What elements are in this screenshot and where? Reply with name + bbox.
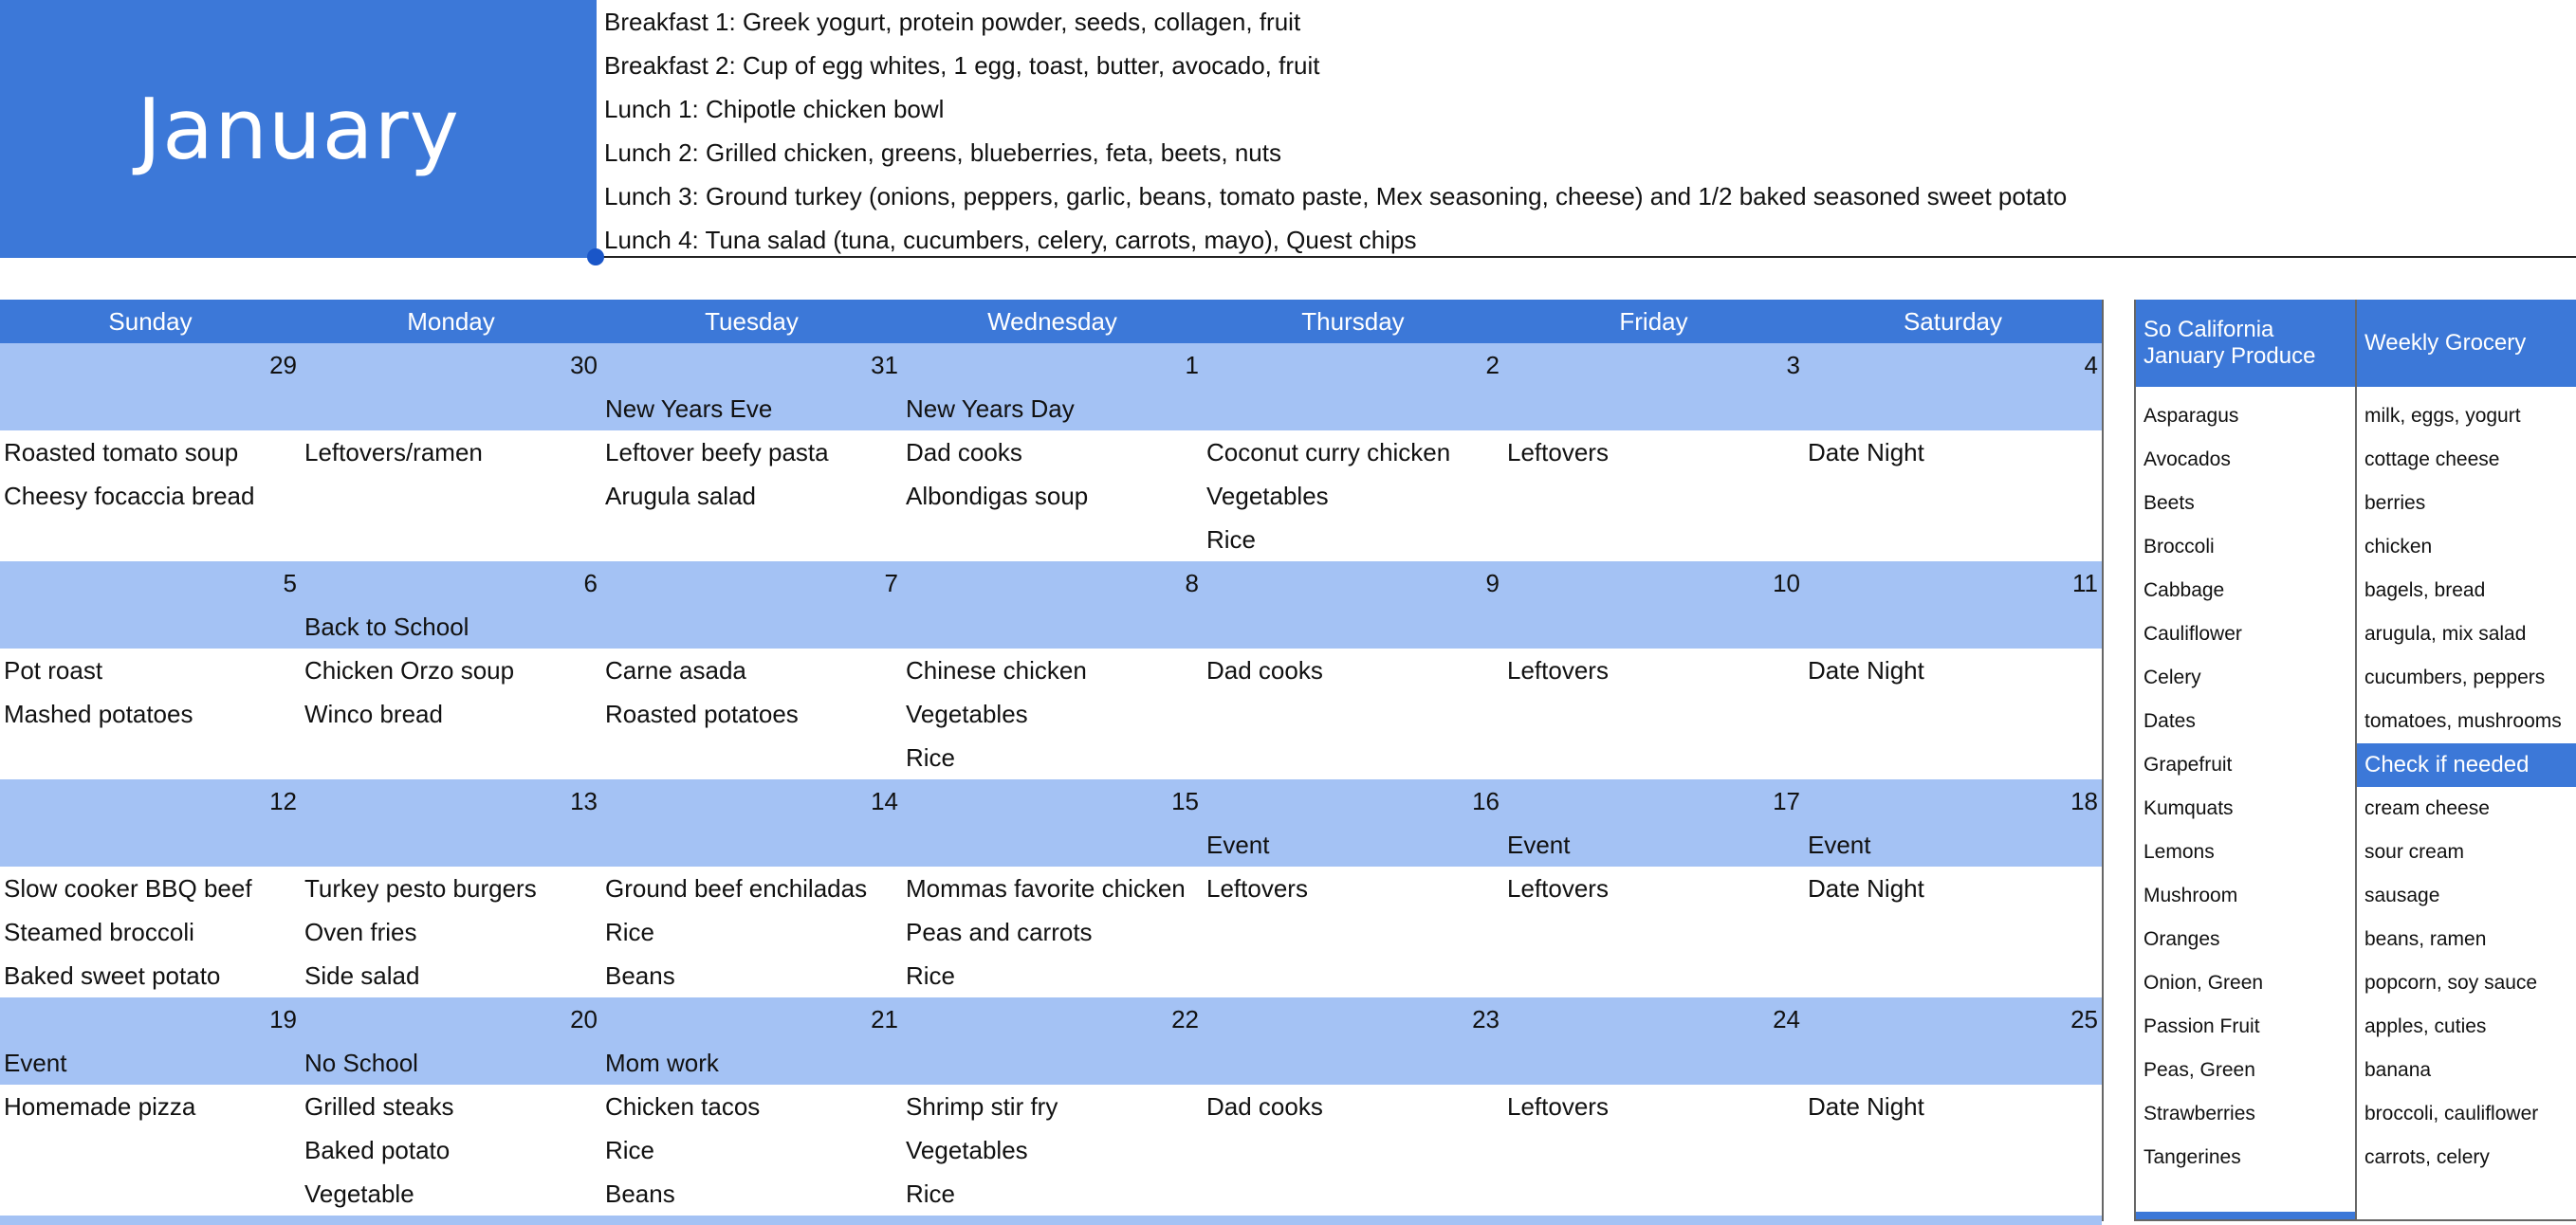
- meal-cell[interactable]: [301, 736, 601, 779]
- weekday-header[interactable]: Saturday: [1903, 307, 2003, 336]
- produce-footer-bar: [2136, 1212, 2355, 1219]
- check-item[interactable]: popcorn, soy sauce: [2364, 972, 2538, 994]
- weekday-header[interactable]: Sunday: [108, 307, 193, 336]
- event-row: [0, 605, 2102, 649]
- date-number-row: [0, 343, 2102, 387]
- meal-row: [0, 474, 2102, 518]
- date-number[interactable]: 29: [269, 351, 297, 379]
- check-item[interactable]: apples, cuties: [2364, 1015, 2487, 1037]
- meal-cell[interactable]: Leftovers: [1507, 874, 1609, 903]
- next-week-row: [0, 1216, 2102, 1225]
- check-if-needed-title[interactable]: Check if needed: [2357, 743, 2576, 787]
- date-number[interactable]: 13: [570, 787, 598, 815]
- meal-cell[interactable]: [1203, 1172, 1503, 1216]
- check-item[interactable]: sausage: [2364, 885, 2440, 906]
- meal-row: [0, 954, 2102, 997]
- produce-item[interactable]: Broccoli: [2144, 536, 2215, 558]
- event-cell[interactable]: [1804, 387, 2102, 430]
- meal-cell[interactable]: Shrimp stir fry: [906, 1092, 1058, 1121]
- check-item[interactable]: broccoli, cauliflower: [2364, 1103, 2539, 1124]
- meal-cell[interactable]: Chicken Orzo soup: [304, 656, 515, 685]
- meal-cell[interactable]: Leftovers: [1206, 874, 1308, 903]
- produce-item[interactable]: Oranges: [2144, 928, 2220, 950]
- weekday-header-row: [0, 300, 2102, 343]
- date-number[interactable]: 21: [871, 1005, 898, 1033]
- meal-notes: [597, 0, 2576, 262]
- event-cell[interactable]: Mom work: [605, 1049, 719, 1077]
- produce-item[interactable]: Tangerines: [2144, 1146, 2241, 1168]
- meal-cell[interactable]: Chinese chicken: [906, 656, 1087, 685]
- meal-cell[interactable]: [1203, 1128, 1503, 1172]
- event-cell[interactable]: [0, 605, 301, 649]
- event-cell[interactable]: [301, 387, 601, 430]
- meal-cell[interactable]: Chicken tacos: [605, 1092, 761, 1121]
- month-header[interactable]: [0, 0, 597, 258]
- check-item[interactable]: carrots, celery: [2364, 1146, 2490, 1168]
- meal-cell[interactable]: [601, 736, 902, 779]
- meal-cell[interactable]: Rice: [1206, 525, 1257, 554]
- meal-row: [0, 867, 2102, 910]
- meal-cell[interactable]: Peas and carrots: [906, 918, 1093, 946]
- date-number[interactable]: 16: [1472, 787, 1500, 815]
- date-number[interactable]: 12: [269, 787, 297, 815]
- check-item[interactable]: banana: [2364, 1059, 2432, 1081]
- meal-cell[interactable]: [301, 474, 601, 518]
- weekday-header[interactable]: Friday: [1619, 307, 1688, 336]
- meal-cell[interactable]: Leftovers: [1507, 1092, 1609, 1121]
- calendar-grid: [0, 300, 2104, 1221]
- date-number[interactable]: 10: [1773, 569, 1800, 597]
- weekday-header[interactable]: Wednesday: [987, 307, 1117, 336]
- event-cell[interactable]: Event: [1808, 831, 1871, 859]
- meal-row: [0, 1128, 2102, 1172]
- meal-cell[interactable]: Arugula salad: [605, 482, 756, 510]
- meal-cell[interactable]: Carne asada: [605, 656, 746, 685]
- weekday-header[interactable]: Monday: [407, 307, 495, 336]
- meal-cell[interactable]: Winco bread: [304, 700, 443, 728]
- date-number[interactable]: 2: [1485, 351, 1500, 379]
- meal-cell[interactable]: [1503, 736, 1804, 779]
- event-cell[interactable]: [601, 823, 902, 867]
- event-cell[interactable]: [0, 823, 301, 867]
- meal-cell[interactable]: Leftovers: [1507, 438, 1609, 466]
- meal-cell[interactable]: Grilled steaks: [304, 1092, 454, 1121]
- meal-cell[interactable]: [1203, 954, 1503, 997]
- date-number[interactable]: 7: [884, 569, 898, 597]
- meal-cell[interactable]: [1203, 910, 1503, 954]
- event-cell[interactable]: [902, 823, 1203, 867]
- meal-cell[interactable]: [301, 518, 601, 561]
- meal-cell[interactable]: [0, 736, 301, 779]
- meal-cell[interactable]: Steamed broccoli: [4, 918, 194, 946]
- meal-cell[interactable]: Side salad: [304, 961, 420, 990]
- note-lunch-2[interactable]: Lunch 2: Grilled chicken, greens, blueberries, feta, beets, nuts: [604, 138, 1281, 167]
- event-row: [0, 1041, 2102, 1085]
- event-cell[interactable]: [1203, 387, 1503, 430]
- produce-item[interactable]: Passion Fruit: [2144, 1015, 2260, 1037]
- spacer: [2357, 387, 2576, 394]
- meal-cell[interactable]: Vegetables: [1206, 482, 1329, 510]
- event-cell[interactable]: [1503, 605, 1804, 649]
- date-number[interactable]: 5: [283, 569, 297, 597]
- date-number[interactable]: 14: [871, 787, 898, 815]
- meal-cell[interactable]: Slow cooker BBQ beef: [4, 874, 252, 903]
- meal-cell[interactable]: Roasted potatoes: [605, 700, 799, 728]
- meal-row: [0, 518, 2102, 561]
- event-cell[interactable]: [1203, 1041, 1503, 1085]
- date-number[interactable]: 20: [570, 1005, 598, 1033]
- produce-item[interactable]: Kumquats: [2144, 797, 2234, 819]
- meal-cell[interactable]: Beans: [605, 961, 675, 990]
- weekday-header[interactable]: Thursday: [1301, 307, 1405, 336]
- check-item[interactable]: sour cream: [2364, 841, 2465, 863]
- grocery-item[interactable]: milk, eggs, yogurt: [2364, 405, 2521, 427]
- meal-row: [0, 692, 2102, 736]
- meal-cell[interactable]: [1804, 692, 2102, 736]
- meal-row: [0, 910, 2102, 954]
- meal-cell[interactable]: Oven fries: [304, 918, 417, 946]
- meal-cell[interactable]: Baked sweet potato: [4, 961, 221, 990]
- event-cell[interactable]: Event: [4, 1049, 67, 1077]
- meal-cell[interactable]: Homemade pizza: [4, 1092, 196, 1121]
- produce-item[interactable]: Avocados: [2144, 448, 2231, 470]
- meal-cell[interactable]: [0, 1128, 301, 1172]
- meal-cell[interactable]: [1503, 474, 1804, 518]
- meal-cell[interactable]: [1203, 692, 1503, 736]
- meal-cell[interactable]: [1503, 1172, 1804, 1216]
- meal-cell[interactable]: Date Night: [1808, 1092, 1924, 1121]
- spacer: [2136, 387, 2355, 394]
- meal-cell[interactable]: Rice: [605, 918, 655, 946]
- meal-cell[interactable]: Beans: [605, 1179, 675, 1208]
- meal-cell[interactable]: Mashed potatoes: [4, 700, 193, 728]
- date-number[interactable]: 22: [1171, 1005, 1199, 1033]
- date-number[interactable]: 9: [1485, 569, 1500, 597]
- produce-title[interactable]: So California January Produce: [2136, 300, 2355, 387]
- meal-cell[interactable]: Date Night: [1808, 874, 1924, 903]
- meal-cell[interactable]: [1804, 736, 2102, 779]
- date-number[interactable]: 1: [1185, 351, 1199, 379]
- produce-item[interactable]: Lemons: [2144, 841, 2215, 863]
- event-cell[interactable]: New Years Eve: [605, 394, 773, 423]
- date-number[interactable]: 25: [2070, 1005, 2098, 1033]
- meal-cell[interactable]: Vegetables: [906, 700, 1028, 728]
- date-number[interactable]: 30: [570, 351, 598, 379]
- meal-row: [0, 1172, 2102, 1216]
- meal-row: [0, 1085, 2102, 1128]
- date-number[interactable]: 8: [1185, 569, 1199, 597]
- meal-cell[interactable]: Coconut curry chicken: [1206, 438, 1451, 466]
- note-lunch-4[interactable]: Lunch 4: Tuna salad (tuna, cucumbers, celery, carrots, mayo), Quest chips: [604, 226, 1417, 254]
- meal-cell[interactable]: [1804, 954, 2102, 997]
- date-number-row: [0, 779, 2102, 823]
- grocery-item[interactable]: berries: [2364, 492, 2426, 514]
- meal-cell[interactable]: [1503, 1128, 1804, 1172]
- event-cell[interactable]: [0, 387, 301, 430]
- meal-cell[interactable]: [0, 1172, 301, 1216]
- date-number[interactable]: 4: [2084, 351, 2098, 379]
- event-cell[interactable]: [902, 1041, 1203, 1085]
- check-item[interactable]: cream cheese: [2364, 797, 2490, 819]
- grocery-item[interactable]: chicken: [2364, 536, 2433, 558]
- date-number-row: [0, 997, 2102, 1041]
- meal-row: [0, 736, 2102, 779]
- selection-handle[interactable]: [587, 248, 604, 265]
- meal-cell[interactable]: Vegetables: [906, 1136, 1028, 1164]
- meal-cell[interactable]: Dad cooks: [906, 438, 1022, 466]
- meal-cell[interactable]: Leftovers/ramen: [304, 438, 483, 466]
- meal-cell[interactable]: Dad cooks: [1206, 656, 1323, 685]
- event-cell[interactable]: [902, 605, 1203, 649]
- meal-cell[interactable]: [1804, 518, 2102, 561]
- produce-item[interactable]: Mushroom: [2144, 885, 2238, 906]
- meal-cell[interactable]: Rice: [906, 743, 956, 772]
- meal-row: [0, 430, 2102, 474]
- grocery-item[interactable]: cucumbers, peppers: [2364, 667, 2546, 688]
- produce-item[interactable]: Strawberries: [2144, 1103, 2255, 1124]
- meal-cell[interactable]: [1804, 474, 2102, 518]
- event-cell[interactable]: Event: [1507, 831, 1571, 859]
- meal-cell[interactable]: Turkey pesto burgers: [304, 874, 537, 903]
- meal-row: [0, 649, 2102, 692]
- weekday-header[interactable]: Tuesday: [705, 307, 799, 336]
- note-lunch-3[interactable]: Lunch 3: Ground turkey (onions, peppers, garlic, beans, tomato paste, Mex seasoning, cheese) and 1/2 baked seasoned sweet potato: [604, 182, 2068, 210]
- meal-cell[interactable]: [1503, 692, 1804, 736]
- grocery-title[interactable]: Weekly Grocery: [2357, 300, 2576, 387]
- meal-cell[interactable]: Date Night: [1808, 656, 1924, 685]
- event-cell[interactable]: Back to School: [304, 612, 469, 641]
- produce-item[interactable]: Dates: [2144, 710, 2196, 732]
- meal-cell[interactable]: [1804, 1172, 2102, 1216]
- produce-item[interactable]: Celery: [2144, 667, 2201, 688]
- meal-cell[interactable]: Dad cooks: [1206, 1092, 1323, 1121]
- meal-cell[interactable]: [1203, 736, 1503, 779]
- event-row: [0, 823, 2102, 867]
- meal-cell[interactable]: [1503, 910, 1804, 954]
- produce-item[interactable]: Beets: [2144, 492, 2195, 514]
- meal-cell[interactable]: [1503, 518, 1804, 561]
- event-cell[interactable]: No School: [304, 1049, 418, 1077]
- date-number[interactable]: 15: [1171, 787, 1199, 815]
- meal-cell[interactable]: Cheesy focaccia bread: [4, 482, 255, 510]
- date-number[interactable]: 17: [1773, 787, 1800, 815]
- date-number[interactable]: 11: [2072, 569, 2098, 597]
- event-cell[interactable]: [601, 605, 902, 649]
- date-number[interactable]: 6: [583, 569, 598, 597]
- meal-cell[interactable]: Vegetable: [304, 1179, 414, 1208]
- meal-cell[interactable]: [902, 518, 1203, 561]
- event-cell[interactable]: New Years Day: [906, 394, 1075, 423]
- produce-item[interactable]: Asparagus: [2144, 405, 2239, 427]
- produce-item[interactable]: Onion, Green: [2144, 972, 2264, 994]
- note-breakfast-2[interactable]: Breakfast 2: Cup of egg whites, 1 egg, toast, butter, avocado, fruit: [604, 51, 1320, 80]
- date-number[interactable]: 3: [1786, 351, 1800, 379]
- meal-cell[interactable]: Roasted tomato soup: [4, 438, 239, 466]
- check-item[interactable]: beans, ramen: [2364, 928, 2487, 950]
- meal-cell[interactable]: [1804, 1128, 2102, 1172]
- grocery-item[interactable]: tomatoes, mushrooms: [2364, 710, 2562, 732]
- event-cell[interactable]: [1804, 1041, 2102, 1085]
- meal-cell[interactable]: Mommas favorite chicken: [906, 874, 1186, 903]
- selection-border: [597, 256, 2576, 258]
- date-number[interactable]: 24: [1773, 1005, 1800, 1033]
- date-number[interactable]: 19: [269, 1005, 297, 1033]
- meal-cell[interactable]: Baked potato: [304, 1136, 451, 1164]
- note-lunch-1[interactable]: Lunch 1: Chipotle chicken bowl: [604, 95, 945, 123]
- meal-cell[interactable]: Ground beef enchiladas: [605, 874, 868, 903]
- meal-cell[interactable]: [601, 518, 902, 561]
- date-number[interactable]: 18: [2070, 787, 2098, 815]
- event-row: [0, 387, 2102, 430]
- meal-cell[interactable]: Pot roast: [4, 656, 103, 685]
- event-cell[interactable]: Event: [1206, 831, 1270, 859]
- note-breakfast-1[interactable]: Breakfast 1: Greek yogurt, protein powder, seeds, collagen, fruit: [604, 8, 1301, 36]
- meal-cell[interactable]: Leftover beefy pasta: [605, 438, 829, 466]
- event-cell[interactable]: [1503, 387, 1804, 430]
- event-cell[interactable]: [301, 823, 601, 867]
- meal-cell[interactable]: Leftovers: [1507, 656, 1609, 685]
- event-cell[interactable]: [1503, 1041, 1804, 1085]
- meal-cell[interactable]: Albondigas soup: [906, 482, 1089, 510]
- event-cell[interactable]: [1203, 605, 1503, 649]
- meal-cell[interactable]: [1804, 910, 2102, 954]
- meal-cell[interactable]: [0, 518, 301, 561]
- grocery-item[interactable]: cottage cheese: [2364, 448, 2500, 470]
- meal-cell[interactable]: Date Night: [1808, 438, 1924, 466]
- date-number[interactable]: 31: [871, 351, 898, 379]
- event-cell[interactable]: [1804, 605, 2102, 649]
- produce-item[interactable]: Cauliflower: [2144, 623, 2242, 645]
- produce-panel: [2134, 300, 2357, 1221]
- meal-cell[interactable]: Rice: [605, 1136, 655, 1164]
- produce-item[interactable]: Cabbage: [2144, 579, 2225, 601]
- produce-item[interactable]: Peas, Green: [2144, 1059, 2255, 1081]
- produce-item[interactable]: Grapefruit: [2144, 754, 2233, 776]
- grocery-item[interactable]: bagels, bread: [2364, 579, 2486, 601]
- meal-cell[interactable]: Rice: [906, 961, 956, 990]
- date-number-row: [0, 561, 2102, 605]
- meal-cell[interactable]: [1503, 954, 1804, 997]
- grocery-item[interactable]: arugula, mix salad: [2364, 623, 2527, 645]
- meal-cell[interactable]: Rice: [906, 1179, 956, 1208]
- grocery-panel: [2355, 300, 2576, 1221]
- month-title: January: [137, 80, 460, 178]
- date-number[interactable]: 23: [1472, 1005, 1500, 1033]
